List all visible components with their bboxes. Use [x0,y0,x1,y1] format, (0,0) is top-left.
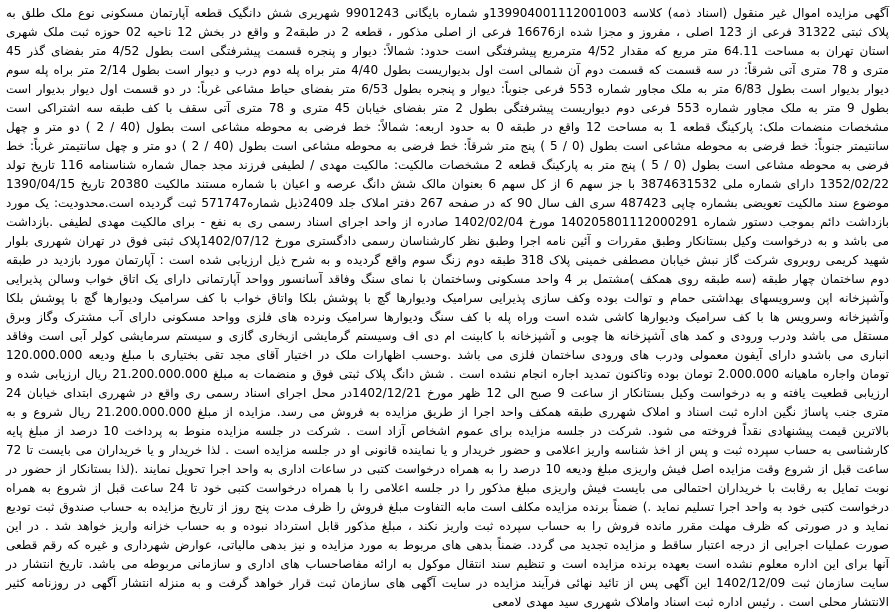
auction-notice-text: آگهی مزایده اموال غیر منقول (اسناد ذمه) کلاسه 139904001112001003و شماره بایگانی 9901243 شهریری شش دانگیک قطعه آپارتمان مسکونی نوع ملک طلق به پلاک ثبتی 31322 فرعی از 123 اصلی ، مفروز و مجزا شده از16676 فرعی از اصلی مذکور ، قطعه 2 در طبقه2 و واقع در بخش 12 ناحیه 02 حوزه ثبت ملک شهری استان تهران به مساحت 64.11 متر مربع که مقدار 4/52 مترمربع پیشرفتگی است حدود: شمالاً: دیوار و پنجره قسمت پیشرفتگی است بطول 4/52 متر بفضای گذر 45 متری و 78 متری آتی شرقاً: در سه قسمت که قسمت دوم آن شمالی است اول بدیواریست بطول 4/40 متر براه پله دوم درب و دیوار است بطول 2/14 متر براه پله سوم دیوار بدیوار است بطول 6/83 متر به ملک مجاور شماره 553 فرعی جنوباً: دیوار و پنجره بطول 6/53 متر بفضای حیاط مشاعی غرباً: در دو قسمت اول دیوار بدیوار است بطول 9 متر به ملک مجاور شماره 553 فرعی دوم دیواریست پیشرفتگی بطول 2 متر بفضای خیابان 45 متری و 78 متری آتی سقف با کف طبقه سه اشتراکی است مشخصات منضمات ملک: پارکینگ قطعه 1 به مساحت 12 واقع در طبقه 0 به حدود اربعه: شمالاً: خط فرضی به محوطه مشاعی است بطول (40 / 2 ) دو متر و چهل سانتیمتر جنوباً: خط فرضی به محوطه مشاعی است بطول (0 / 5 ) پنج متر شرقاً: خط فرضی به محوطه مشاعی است بطول (40 / 2 ) دو متر و چهل سانتیمتر غرباً: خط فرضی به محوطه مشاعی است بطول (0 / 5 ) پنج متر به پارکینگ قطعه 2 مشخصات مالکیت: مالکیت مهدی / لطیفی فرزند مجد جمال شماره شناسنامه 116 تاریخ تولد 1352/02/22 دارای شماره ملی 3874631532 با جز سهم 6 از کل سهم 6 بعنوان مالک شش دانگ عرصه و اعیان با شماره مستند مالکیت 20380 تاریخ 1390/04/15 موضوع سند مالکیت تعویضی بشماره چاپی 487423 سری الف سال 90 که در صفحه 267 دفتر املاک جلد 2409ذیل شماره571747 ثبت گردیده است.محدودیت: یک مورد بازداشت دائم بموجب دستور شماره 140205801112000291 مورخ 1402/02/04 صادره از واحد اجرای اسناد رسمی ری به نفع - برای مالکیت مهدی لطیفی .بازداشت می باشد و به درخواست وکیل بستانکار وطبق مقررات و آئین نامه اجرا وطبق نظر کارشناسان رسمی دادگستری مورخ 1402/07/12پلاک ثبتی فوق در تهران شهرری بلوار شهید کریمی روبروی شرکت گاز نبش خیابان مصطفی خمینی پلاک 318 طبقه دوم زنگ سوم واقع گردیده و به شرح ذیل ارزیابی شده است : آپارتمان مورد بازدید در طبقه دوم ساختمان چهار طبقه (سه طبقه روی همکف )مشتمل بر 4 واحد مسکونی وساختمان با نمای سنگ وفاقد آسانسور وواحد آپارتمانی دارای یک اتاق خواب وسالن پذیرایی وآشپزخانه اپن وسرویسهای بهداشتی حمام و توالت بوده وکف سازی پذیرایی سرامیک ودیوارها گچ با پوشش بلکا واتاق خواب با کف سرامیک ودیوارها گچ با پوشش بلکا وآشپزخانه وسرویس ها با کف سرامیک ودیوارها کاشی شده است وراه پله با کف سنگ ودیوارها سرامیک ونرده های فلزی وواحد مسکونی دارای آب مشترک وگاز وبرق مستقل می باشد ودرب ورودی و کمد های آشپزخانه ها چوبی و آشپزخانه با کابینت ام دی اف وسیستم گرمایشی ازبخاری گازی و سیستم سرمایشی کولر آبی است وفاقد انباری می باشدو دارای آیفون معمولی ودرب های ورودی ساختمان فلزی می باشد .وحسب اظهارات ملک در اختیار آقای مجد تقی بختیاری با مبلغ ودیعه 120.000.000 تومان واجاره ماهیانه 2.000.000 تومان بوده وتاکنون تمدید اجاره انجام نشده است . شش دانگ پلاک ثبتی فوق و منضمات به مبلغ 21.200.000.000 ریال ارزیابی شده و ارزیابی قطعیت یافته و به درخواست وکیل بستانکار از ساعت 9 صبح الی 12 ظهر مورخ 1402/12/21در محل اجرای اسناد رسمی ری واقع در شهرری ابتدای خیابان 24 متری جنب پاساژ نگین اداره ثبت اسناد و املاک شهرری طبقه همکف واحد اجرا از طریق مزایده به فروش می رسد. مزایده از مبلغ 21.200.000.000 ریال شروع و به بالاترین قیمت پیشنهادی نقداً فروخته می شود. شرکت در جلسه مزایده برای عموم اشخاص آزاد است . شرکت در جلسه مزایده منوط به پرداخت 10 درصد از مبلغ پایه کارشناسی به حساب سپرده ثبت و پس از اخذ شناسه واریز اعلامی و حضور خریدار و یا نماینده قانونی او در جلسه مزایده است . لذا خریدار و یا خریداران می بایست تا 72 ساعت قبل از شروع وقت مزایده اصل فیش واریزی مبلغ ودیعه 10 درصد را به همراه درخواست کتبی در ساعات اداری به واحد اجرا تحویل نمایند .(لذا بستانکار از حضور در نوبت تمایل به رقابت با خریداران احتمالی می بایست فیش واریزی مبلغ مذکور را در جلسه اعلامی را با همراه درخواست کتبی خود تا 24 ساعت قبل از شروع به همراه درخواست کتبی خود به واحد اجرا تسلیم نماید .) ضمناً برنده مزایده مکلف است مابه التفاوت مبلغ فروش را ظرف مدت پنج روز از تاریخ مزایده به حساب صندوق ثبت تودیع نماید و در صورتی که ظرف مهلت مقرر مانده فروش را به حساب سپرده ثبت واریز نکند ، مبلغ مذکور قابل استرداد نبوده و به حساب خزانه واریز خواهد شد . در این صورت عملیات اجرایی از درجه اعتبار ساقط و مزایده تجدید می گردد. ضمناً بدهی های مربوط به مورد مزایده و نیز بدهی مالیاتی، عوارض شهرداری و غیره که رقم قطعی آنها برای این اداره معلوم نشده است بعهده برنده مزایده است و تنظیم سند انتقال موکول به ارائه مفاصاحساب های اداری و سازمانی مربوطه می باشد. تاریخ انتشار در سایت سازمان ثبت 1402/12/09 این آگهی پس از تائید نهائی فرآیند مزایده در سایت آگهی های سازمان ثبت قرار خواهد گرفت و به منزله انتشار آگهی در روزنامه کثیر الانتشار محلی است . رئیس اداره ثبت اسناد واملاک شهرری سید مهدی لامعی [6,6,890,609]
